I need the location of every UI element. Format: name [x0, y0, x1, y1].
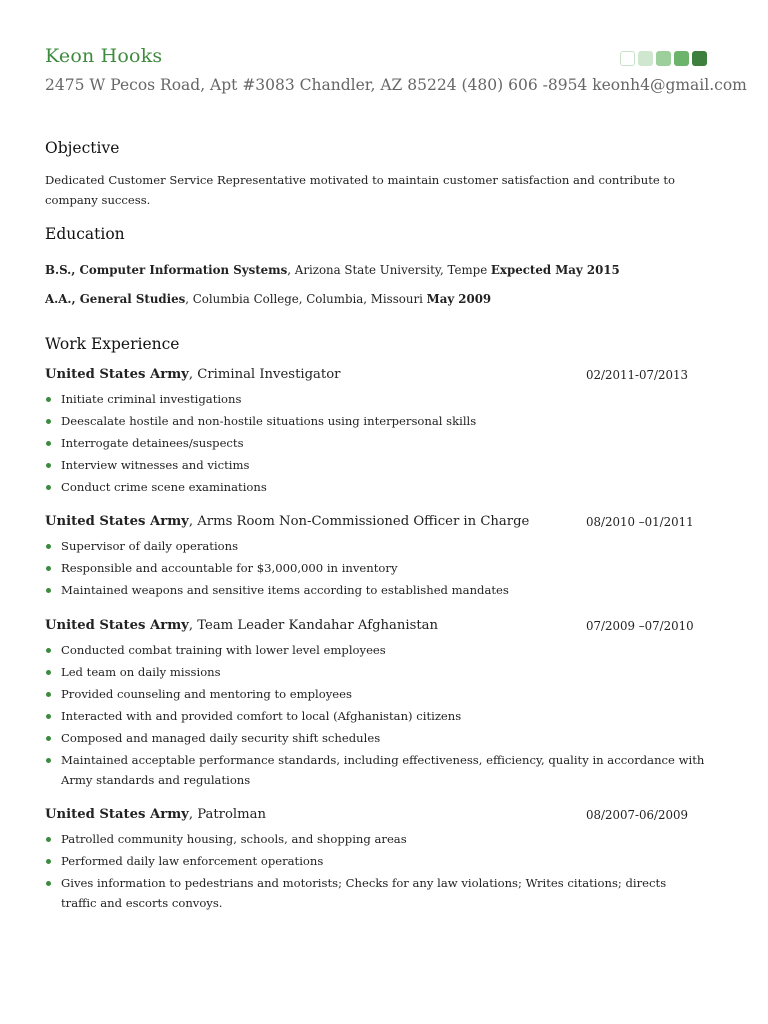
- decorative-square: [620, 51, 635, 66]
- job-dates: 08/2007-06/2009: [586, 808, 689, 822]
- degree: B.S., Computer Information Systems: [45, 263, 288, 277]
- duty-item: Interacted with and provided comfort to local (Afghanistan) citizens: [45, 706, 705, 726]
- employer: United States Army: [45, 807, 189, 822]
- employer: United States Army: [45, 618, 189, 633]
- decorative-square: [692, 51, 707, 66]
- duty-item: Responsible and accountable for $3,000,000 in inventory: [45, 558, 705, 578]
- job-title: , Criminal Investigator: [188, 367, 341, 382]
- job-entry: [45, 807, 705, 915]
- duty-item: Conducted combat training with lower level employees: [45, 640, 705, 660]
- job-entry: [45, 514, 705, 602]
- decorative-square: [656, 51, 671, 66]
- employer: United States Army: [45, 367, 189, 382]
- duty-item: Supervisor of daily operations: [45, 536, 705, 556]
- applicant-name: Keon Hooks: [45, 45, 163, 67]
- job-header: [45, 807, 705, 827]
- duty-item: Initiate criminal investigations: [45, 389, 705, 409]
- contact-info: 2475 W Pecos Road, Apt #3083 Chandler, AZ 85224 (480) 606 -8954 keonh4@gmail.com: [45, 76, 747, 94]
- job-duties: [45, 536, 705, 600]
- degree: A.A., General Studies: [45, 292, 186, 306]
- duty-item: Performed daily law enforcement operations: [45, 851, 705, 871]
- job-header: [45, 514, 705, 534]
- job-dates: 07/2009 –07/2010: [586, 619, 694, 633]
- duty-item: Interrogate detainees/suspects: [45, 433, 705, 453]
- school-details: , Columbia College, Columbia, Missouri: [185, 292, 427, 306]
- decorative-square: [674, 51, 689, 66]
- job-header: [45, 618, 705, 638]
- duty-item: Provided counseling and mentoring to employees: [45, 684, 705, 704]
- education-item: [45, 263, 620, 277]
- graduation-date: May 2009: [426, 292, 492, 306]
- job-entry: [45, 367, 705, 499]
- duty-item: Composed and managed daily security shift schedules: [45, 728, 705, 748]
- duty-item: Patrolled community housing, schools, and shopping areas: [45, 829, 705, 849]
- job-duties: [45, 640, 705, 790]
- duty-item: Led team on daily missions: [45, 662, 705, 682]
- job-duties: [45, 829, 705, 913]
- duty-item: Maintained weapons and sensitive items according to established mandates: [45, 580, 705, 600]
- duty-item: Maintained acceptable performance standards, including effectiveness, efficiency, quality in accordance with Army standards and regulations: [45, 750, 705, 790]
- job-duties: [45, 389, 705, 497]
- decorative-squares: [620, 51, 707, 66]
- decorative-square: [638, 51, 653, 66]
- job-header: [45, 367, 705, 387]
- duty-item: Deescalate hostile and non-hostile situations using interpersonal skills: [45, 411, 705, 431]
- employer: United States Army: [45, 514, 189, 529]
- duty-item: Conduct crime scene examinations: [45, 477, 705, 497]
- education-heading: Education: [45, 225, 125, 243]
- work-experience-heading: Work Experience: [45, 335, 180, 353]
- objective-heading: Objective: [45, 139, 120, 157]
- job-dates: 02/2011-07/2013: [586, 368, 689, 382]
- objective-text: Dedicated Customer Service Representative motivated to maintain customer satisfaction and contribute to company success.: [45, 173, 676, 207]
- job-title: , Arms Room Non-Commissioned Officer in Charge: [188, 514, 530, 529]
- job-dates: 08/2010 –01/2011: [586, 515, 694, 529]
- duty-item: Gives information to pedestrians and motorists; Checks for any law violations; Writes citations; directs traffic and escorts convoys.: [45, 873, 705, 913]
- job-title: , Team Leader Kandahar Afghanistan: [188, 618, 439, 633]
- job-entry: [45, 618, 705, 792]
- school-details: , Arizona State University, Tempe: [287, 263, 491, 277]
- graduation-date: Expected May 2015: [490, 263, 620, 277]
- duty-item: Interview witnesses and victims: [45, 455, 705, 475]
- education-item: [45, 292, 491, 306]
- job-title: , Patrolman: [188, 807, 267, 822]
